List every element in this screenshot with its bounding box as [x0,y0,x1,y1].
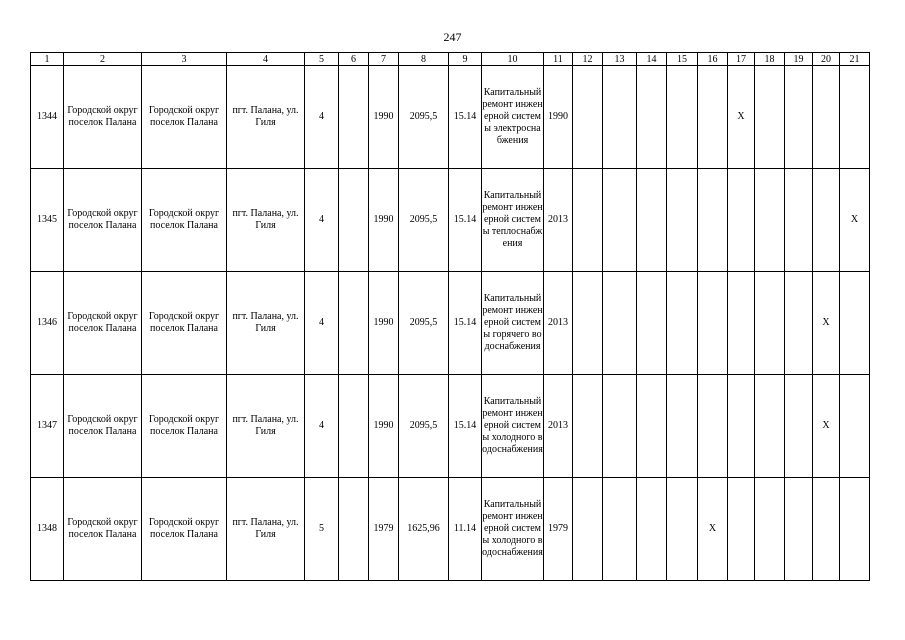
municipality-cell: Городской округ поселок Палана [64,478,142,581]
work-year-cell: 1990 [544,66,573,169]
mark-cell [755,66,785,169]
column-number: 3 [142,53,227,66]
column-number: 21 [840,53,870,66]
column-9-cell: 15.14 [449,272,482,375]
mark-cell [728,478,755,581]
column-number: 7 [369,53,399,66]
column-9-cell: 11.14 [449,478,482,581]
table-row [31,478,870,581]
mark-cell [813,478,840,581]
mark-cell [603,169,637,272]
work-year-cell: 1979 [544,478,573,581]
mark-cell [603,478,637,581]
table-row [31,375,870,478]
mark-cell [698,169,728,272]
mark-cell [637,169,667,272]
mark-cell [667,375,698,478]
mark-cell [813,169,840,272]
record-id: 1345 [31,169,64,272]
settlement-cell: Городской округ поселок Палана [142,66,227,169]
settlement-cell: Городской округ поселок Палана [142,375,227,478]
municipality-cell: Городской округ поселок Палана [64,272,142,375]
record-id: 1346 [31,272,64,375]
column-number: 16 [698,53,728,66]
mark-cell: X [728,66,755,169]
address-cell: пгт. Палана, ул. Гиля [227,375,305,478]
column-6-cell [339,66,369,169]
record-id: 1348 [31,478,64,581]
record-id: 1344 [31,66,64,169]
column-number: 4 [227,53,305,66]
column-6-cell [339,478,369,581]
mark-cell [667,169,698,272]
work-year-cell: 2013 [544,272,573,375]
mark-cell [637,478,667,581]
mark-cell [755,478,785,581]
column-9-cell: 15.14 [449,169,482,272]
mark-cell [785,272,813,375]
mark-cell [785,66,813,169]
settlement-cell: Городской округ поселок Палана [142,169,227,272]
column-number: 1 [31,53,64,66]
mark-cell [667,478,698,581]
mark-cell [728,272,755,375]
mark-cell [573,478,603,581]
work-type-cell: Капитальный ремонт инженерной системы горячего водоснабжения [482,272,544,375]
mark-cell [755,375,785,478]
table-row [31,66,870,169]
column-number: 6 [339,53,369,66]
floors-cell: 4 [305,169,339,272]
area-cell: 2095,5 [399,272,449,375]
column-6-cell [339,375,369,478]
work-type-cell: Капитальный ремонт инженерной системы электроснабжения [482,66,544,169]
year-built-cell: 1990 [369,169,399,272]
column-number: 18 [755,53,785,66]
address-cell: пгт. Палана, ул. Гиля [227,272,305,375]
floors-cell: 4 [305,272,339,375]
column-number: 13 [603,53,637,66]
column-9-cell: 15.14 [449,375,482,478]
settlement-cell: Городской округ поселок Палана [142,478,227,581]
mark-cell: X [813,375,840,478]
area-cell: 1625,96 [399,478,449,581]
address-cell: пгт. Палана, ул. Гиля [227,478,305,581]
mark-cell [755,272,785,375]
mark-cell: X [698,478,728,581]
mark-cell [637,272,667,375]
mark-cell [573,169,603,272]
work-type-cell: Капитальный ремонт инженерной системы холодного водоснабжения [482,375,544,478]
mark-cell [573,272,603,375]
repair-registry-table [30,52,870,581]
municipality-cell: Городской округ поселок Палана [64,66,142,169]
column-number: 12 [573,53,603,66]
area-cell: 2095,5 [399,169,449,272]
floors-cell: 4 [305,66,339,169]
work-type-cell: Капитальный ремонт инженерной системы теплоснабжения [482,169,544,272]
year-built-cell: 1979 [369,478,399,581]
mark-cell [813,66,840,169]
mark-cell [728,169,755,272]
mark-cell [840,375,870,478]
mark-cell [728,375,755,478]
municipality-cell: Городской округ поселок Палана [64,375,142,478]
area-cell: 2095,5 [399,375,449,478]
mark-cell [698,272,728,375]
floors-cell: 4 [305,375,339,478]
mark-cell [667,66,698,169]
column-number: 14 [637,53,667,66]
mark-cell [603,66,637,169]
work-year-cell: 2013 [544,169,573,272]
work-type-cell: Капитальный ремонт инженерной системы холодного водоснабжения [482,478,544,581]
municipality-cell: Городской округ поселок Палана [64,169,142,272]
mark-cell [698,66,728,169]
mark-cell [785,478,813,581]
work-year-cell: 2013 [544,375,573,478]
mark-cell [785,375,813,478]
column-6-cell [339,169,369,272]
mark-cell [840,272,870,375]
column-number: 5 [305,53,339,66]
mark-cell [637,66,667,169]
column-number: 10 [482,53,544,66]
settlement-cell: Городской округ поселок Палана [142,272,227,375]
column-number: 8 [399,53,449,66]
page-number: 247 [443,30,462,44]
mark-cell [840,478,870,581]
column-number: 15 [667,53,698,66]
column-number: 11 [544,53,573,66]
address-cell: пгт. Палана, ул. Гиля [227,66,305,169]
mark-cell: X [813,272,840,375]
mark-cell [603,375,637,478]
mark-cell [785,169,813,272]
column-number: 2 [64,53,142,66]
year-built-cell: 1990 [369,272,399,375]
column-9-cell: 15.14 [449,66,482,169]
mark-cell [603,272,637,375]
column-number-row [31,53,870,66]
address-cell: пгт. Палана, ул. Гиля [227,169,305,272]
column-number: 17 [728,53,755,66]
column-number: 9 [449,53,482,66]
mark-cell [573,66,603,169]
mark-cell [637,375,667,478]
column-6-cell [339,272,369,375]
mark-cell [755,169,785,272]
mark-cell [698,375,728,478]
floors-cell: 5 [305,478,339,581]
table-row [31,272,870,375]
year-built-cell: 1990 [369,375,399,478]
table-row [31,169,870,272]
area-cell: 2095,5 [399,66,449,169]
column-number: 20 [813,53,840,66]
column-number: 19 [785,53,813,66]
mark-cell: X [840,169,870,272]
year-built-cell: 1990 [369,66,399,169]
mark-cell [840,66,870,169]
record-id: 1347 [31,375,64,478]
mark-cell [667,272,698,375]
mark-cell [573,375,603,478]
